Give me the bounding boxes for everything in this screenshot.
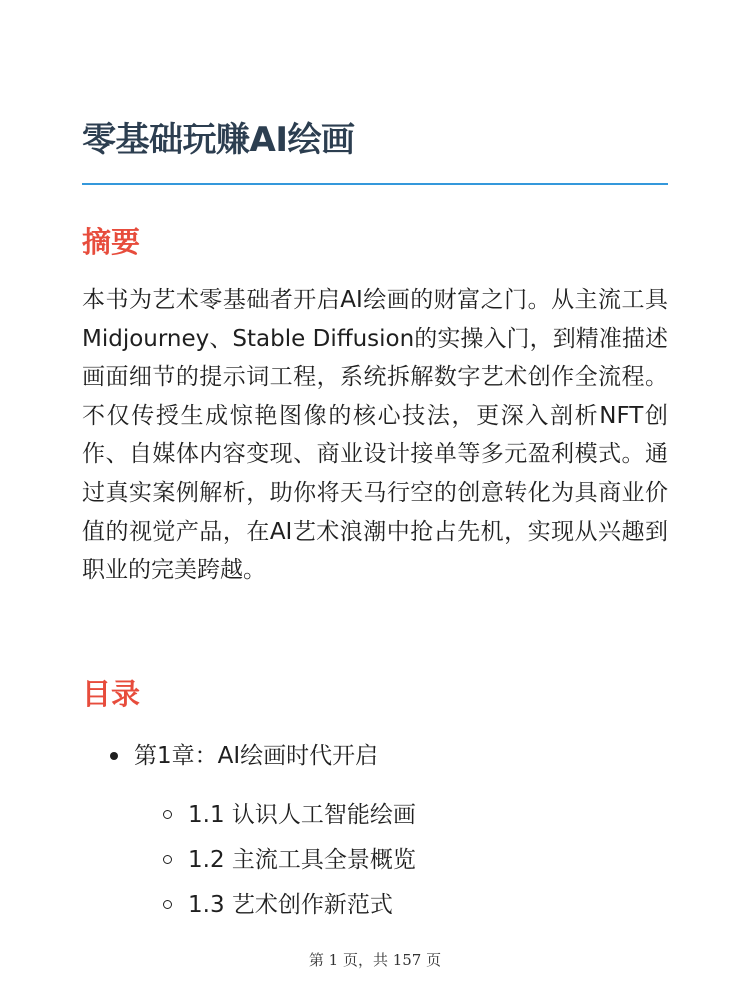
toc-chapter-label: 第1章：AI绘画时代开启: [134, 743, 379, 769]
filled-bullet-icon: [110, 752, 118, 760]
toc-chapter-1: [82, 735, 668, 918]
toc-section-list: [82, 794, 668, 929]
summary-heading: 摘要: [82, 225, 141, 259]
title-divider: [82, 183, 668, 185]
hollow-bullet-icon: [163, 855, 172, 864]
toc-heading: 目录: [82, 677, 141, 711]
toc-section-label: 1.3 艺术创作新范式: [188, 892, 393, 918]
toc-section-1-2: [82, 839, 668, 884]
toc-section-1-3: [82, 884, 668, 929]
summary-paragraph: 本书为艺术零基础者开启AI绘画的财富之门。从主流工具Midjourney、Stable Diffusion的实操入门，到精准描述画面细节的提示词工程，系统拆解数字艺术创作全流程。不仅传授生成惊艳图像的核心技法，更深入剖析NFT创作、自媒体内容变现、商业设计接单等多元盈利模式。通过真实案例解析，助你将天马行空的创意转化为具商业价值的视觉产品，在AI艺术浪潮中抢占先机，实现从兴趣到职业的完美跨越。: [82, 287, 668, 584]
toc-section-1-1: [82, 794, 668, 839]
toc-section-label: 1.2 主流工具全景概览: [188, 847, 416, 873]
hollow-bullet-icon: [163, 900, 172, 909]
book-title: 零基础玩赚AI绘画: [82, 120, 355, 160]
toc-section-label: 1.1 认识人工智能绘画: [188, 802, 416, 828]
table-of-contents: [82, 735, 668, 918]
page-number-footer: 第 1 页，共 157 页: [308, 951, 442, 969]
document-page: [82, 0, 668, 1000]
hollow-bullet-icon: [163, 810, 172, 819]
